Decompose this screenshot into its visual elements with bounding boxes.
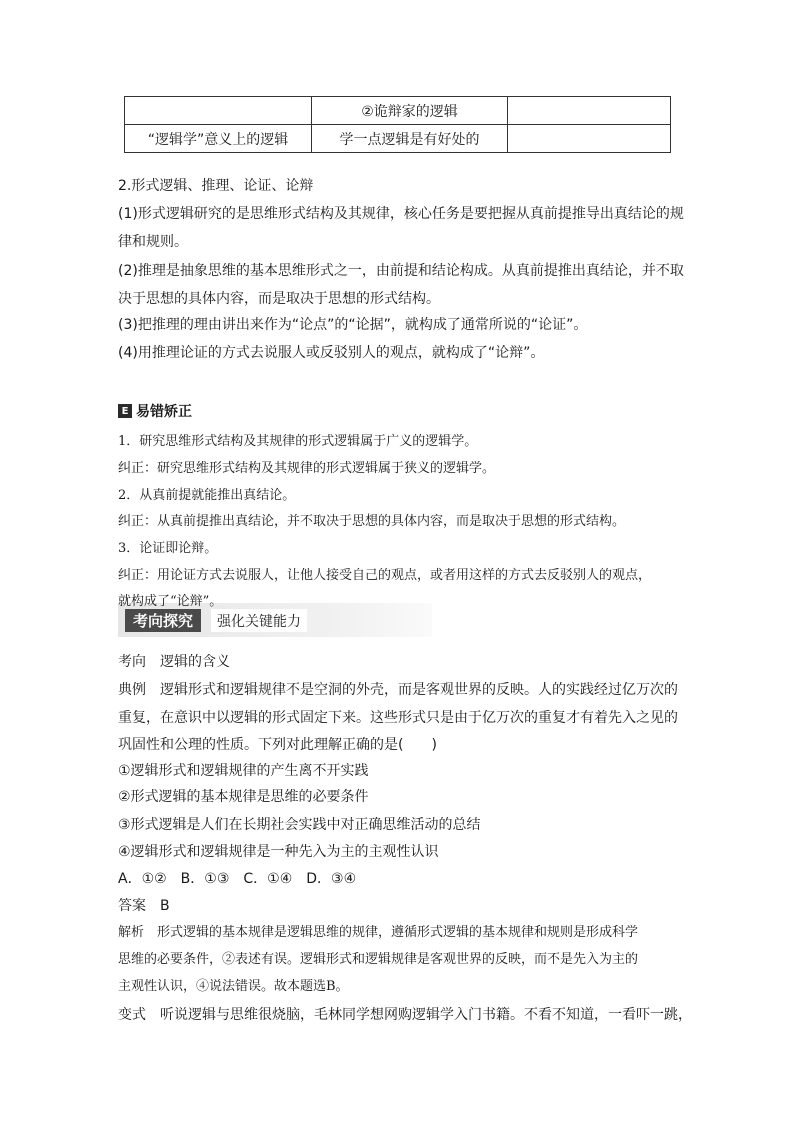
analysis-line: 主观性认识，④说法错误。故本题选B。 — [118, 979, 349, 994]
option-item: ②形式逻辑的基本规律是思维的必要条件 — [118, 789, 369, 805]
table-cell — [508, 97, 671, 125]
option-item: ①逻辑形式和逻辑规律的产生离不开实践 — [118, 763, 369, 779]
table-row — [125, 97, 671, 125]
option-item: ③形式逻辑是人们在长期社会实践中对正确思维活动的总结 — [118, 817, 481, 833]
heading-label: 易错矫正 — [136, 404, 192, 420]
answer-choices: A．①② B．①③ C．①④ D．③④ — [118, 871, 357, 887]
section-title: 2.形式逻辑、推理、论证、论辩 — [118, 178, 314, 194]
table-cell: ②诡辩家的逻辑 — [312, 97, 508, 125]
paragraph-line: 决于思想的具体内容，而是取决于思想的形式结构。 — [118, 291, 440, 307]
list-item: 纠正：研究思维形式结构及其规律的形式逻辑属于狭义的逻辑学。 — [118, 461, 496, 476]
answer-line: 答案 B — [118, 898, 170, 914]
paragraph-line: (1)形式逻辑研究的是思维形式结构及其规律，核心任务是要把握从真前提推导出真结论的规 — [118, 206, 684, 222]
paragraph-line: (4)用推理论证的方式去说服人或反驳别人的观点，就构成了“论辩”。 — [118, 345, 545, 361]
paragraph-line: 律和规则。 — [118, 234, 188, 250]
banner-light-label: 强化关键能力 — [211, 609, 307, 632]
list-item: 就构成了“论辩”。 — [118, 594, 223, 609]
comparison-table — [124, 96, 671, 153]
list-item: 3．论证即论辩。 — [118, 541, 218, 556]
analysis-line: 解析 形式逻辑的基本规律是逻辑思维的规律，遵循形式逻辑的基本规律和规则是形成科学 — [118, 925, 639, 940]
table-cell — [125, 97, 312, 125]
option-item: ④逻辑形式和逻辑规律是一种先入为主的主观性认识 — [118, 844, 439, 860]
example-line: 巩固性和公理的性质。下列对此理解正确的是( ) — [118, 737, 437, 753]
example-line: 典例 逻辑形式和逻辑规律不是空洞的外壳，而是客观世界的反映。人的实践经过亿万次的 — [118, 682, 678, 698]
error-correction-icon: E — [118, 404, 132, 418]
topic-title: 考向 逻辑的含义 — [118, 654, 230, 670]
analysis-line: 思维的必要条件，②表述有误。逻辑形式和逻辑规律是客观世界的反映，而不是先入为主的 — [118, 952, 639, 967]
table-cell: “逻辑学”意义上的逻辑 — [125, 125, 312, 153]
table-cell — [508, 125, 671, 153]
list-item: 1．研究思维形式结构及其规律的形式逻辑属于广义的逻辑学。 — [118, 434, 478, 449]
paragraph-line: (2)推理是抽象思维的基本思维形式之一，由前提和结论构成。从真前提推出真结论，并不取 — [118, 263, 684, 279]
list-item: 纠正：从真前提推出真结论，并不取决于思想的具体内容，而是取决于思想的形式结构。 — [118, 514, 626, 529]
table-cell: 学一点逻辑是有好处的 — [312, 125, 508, 153]
example-line: 重复，在意识中以逻辑的形式固定下来。这些形式只是由于亿万次的重复才有着先入之见的 — [118, 710, 678, 726]
variant-line: 变式 听说逻辑与思维很烧脑，毛林同学想网购逻辑学入门书籍。不看不知道，一看吓一跳， — [118, 1007, 692, 1023]
error-correction-heading — [118, 402, 192, 420]
list-item: 纠正：用论证方式去说服人，让他人接受自己的观点，或者用这样的方式去反驳别人的观点， — [118, 568, 652, 583]
table-row — [125, 125, 671, 153]
paragraph-line: (3)把推理的理由讲出来作为“论点”的“论据”，就构成了通常所说的“论证”。 — [118, 317, 588, 333]
list-item: 2．从真前提就能推出真结论。 — [118, 488, 296, 503]
banner-dark-label: 考向探究 — [125, 609, 201, 632]
